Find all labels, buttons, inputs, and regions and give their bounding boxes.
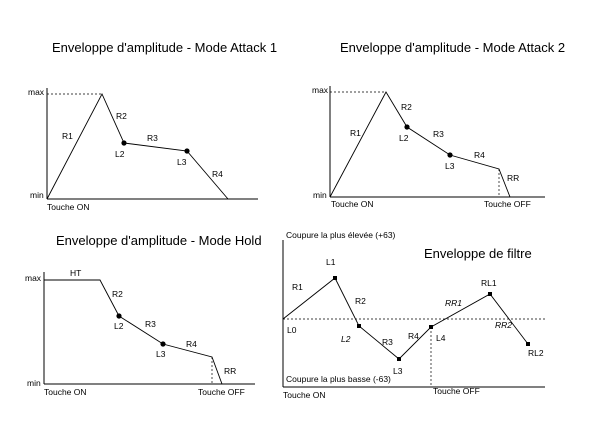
envelope-curve [44,280,222,384]
note-on-label: Touche ON [283,390,326,400]
rate-label-rr1: RR1 [445,298,463,308]
cut-high-label: Coupure la plus élevée (+63) [286,230,396,240]
envelope-curve [283,278,528,359]
panel-title: Enveloppe d'amplitude - Mode Hold [56,233,262,248]
level-point-l4 [429,325,433,329]
level-label-l1: L1 [326,257,336,267]
level-point-l3 [447,152,452,157]
level-label-l2: L2 [115,149,125,159]
note-off-label: Touche OFF [433,386,480,396]
panel-title: Enveloppe de filtre [424,246,532,261]
level-point-l3 [160,341,165,346]
rate-label-r2: R2 [355,296,366,306]
level-point-l2 [116,313,121,318]
max-label: max [312,85,329,95]
panel-attack1 [28,40,277,212]
rate-label-rr: RR [224,366,237,376]
note-off-label: Touche OFF [198,387,245,397]
rate-label-r4: R4 [474,150,485,160]
level-point-l1 [333,276,337,280]
level-point-l2 [121,140,126,145]
note-on-label: Touche ON [47,202,90,212]
rate-label-r2: R2 [116,111,127,121]
max-label: max [25,273,42,283]
envelope-curve [330,92,510,197]
rate-label-r4: R4 [212,169,223,179]
cut-low-label: Coupure la plus basse (-63) [286,374,391,384]
hold-time-label: HT [70,268,82,278]
note-off-label: Touche OFF [484,199,531,209]
rate-label-r2: R2 [112,289,123,299]
min-label: min [313,190,327,200]
rate-label-rr: RR [507,173,520,183]
level-point-l2 [404,124,409,129]
panel-hold [25,233,262,397]
note-on-label: Touche ON [331,199,374,209]
panel-filter [283,230,545,400]
level-label-l2: L2 [114,321,124,331]
level-label-l3: L3 [156,349,166,359]
panel-title: Enveloppe d'amplitude - Mode Attack 1 [52,40,278,55]
rate-label-r3: R3 [145,319,156,329]
rate-label-r4: R4 [408,331,419,341]
panel-title: Enveloppe d'amplitude - Mode Attack 2 [340,40,566,55]
level-point-rl2 [526,342,530,346]
level-label-rl1: RL1 [481,278,497,288]
level-point-rl1 [488,292,492,296]
max-label: max [28,87,45,97]
panel-attack2 [312,40,565,209]
envelope-curve [47,94,228,199]
rate-label-r3: R3 [382,337,393,347]
level-label-l0: L0 [287,325,297,335]
rate-label-r1: R1 [292,282,303,292]
rate-label-r1: R1 [62,131,73,141]
rate-label-r1: R1 [350,128,361,138]
min-label: min [27,378,41,388]
level-label-l2: L2 [341,334,351,344]
rate-label-r4: R4 [186,339,197,349]
note-on-label: Touche ON [44,387,87,397]
rate-label-r3: R3 [147,133,158,143]
level-point-l2 [357,324,361,328]
level-label-l3: L3 [445,161,455,171]
level-label-l3: L3 [177,157,187,167]
level-point-l3 [184,148,189,153]
level-label-l2: L2 [399,133,409,143]
rate-label-rr2: RR2 [495,320,513,330]
level-label-rl2: RL2 [528,348,544,358]
min-label: min [30,190,44,200]
rate-label-r2: R2 [401,102,412,112]
level-point-l3 [397,357,401,361]
level-label-l4: L4 [436,333,446,343]
rate-label-r3: R3 [433,129,444,139]
level-label-l3: L3 [393,366,403,376]
